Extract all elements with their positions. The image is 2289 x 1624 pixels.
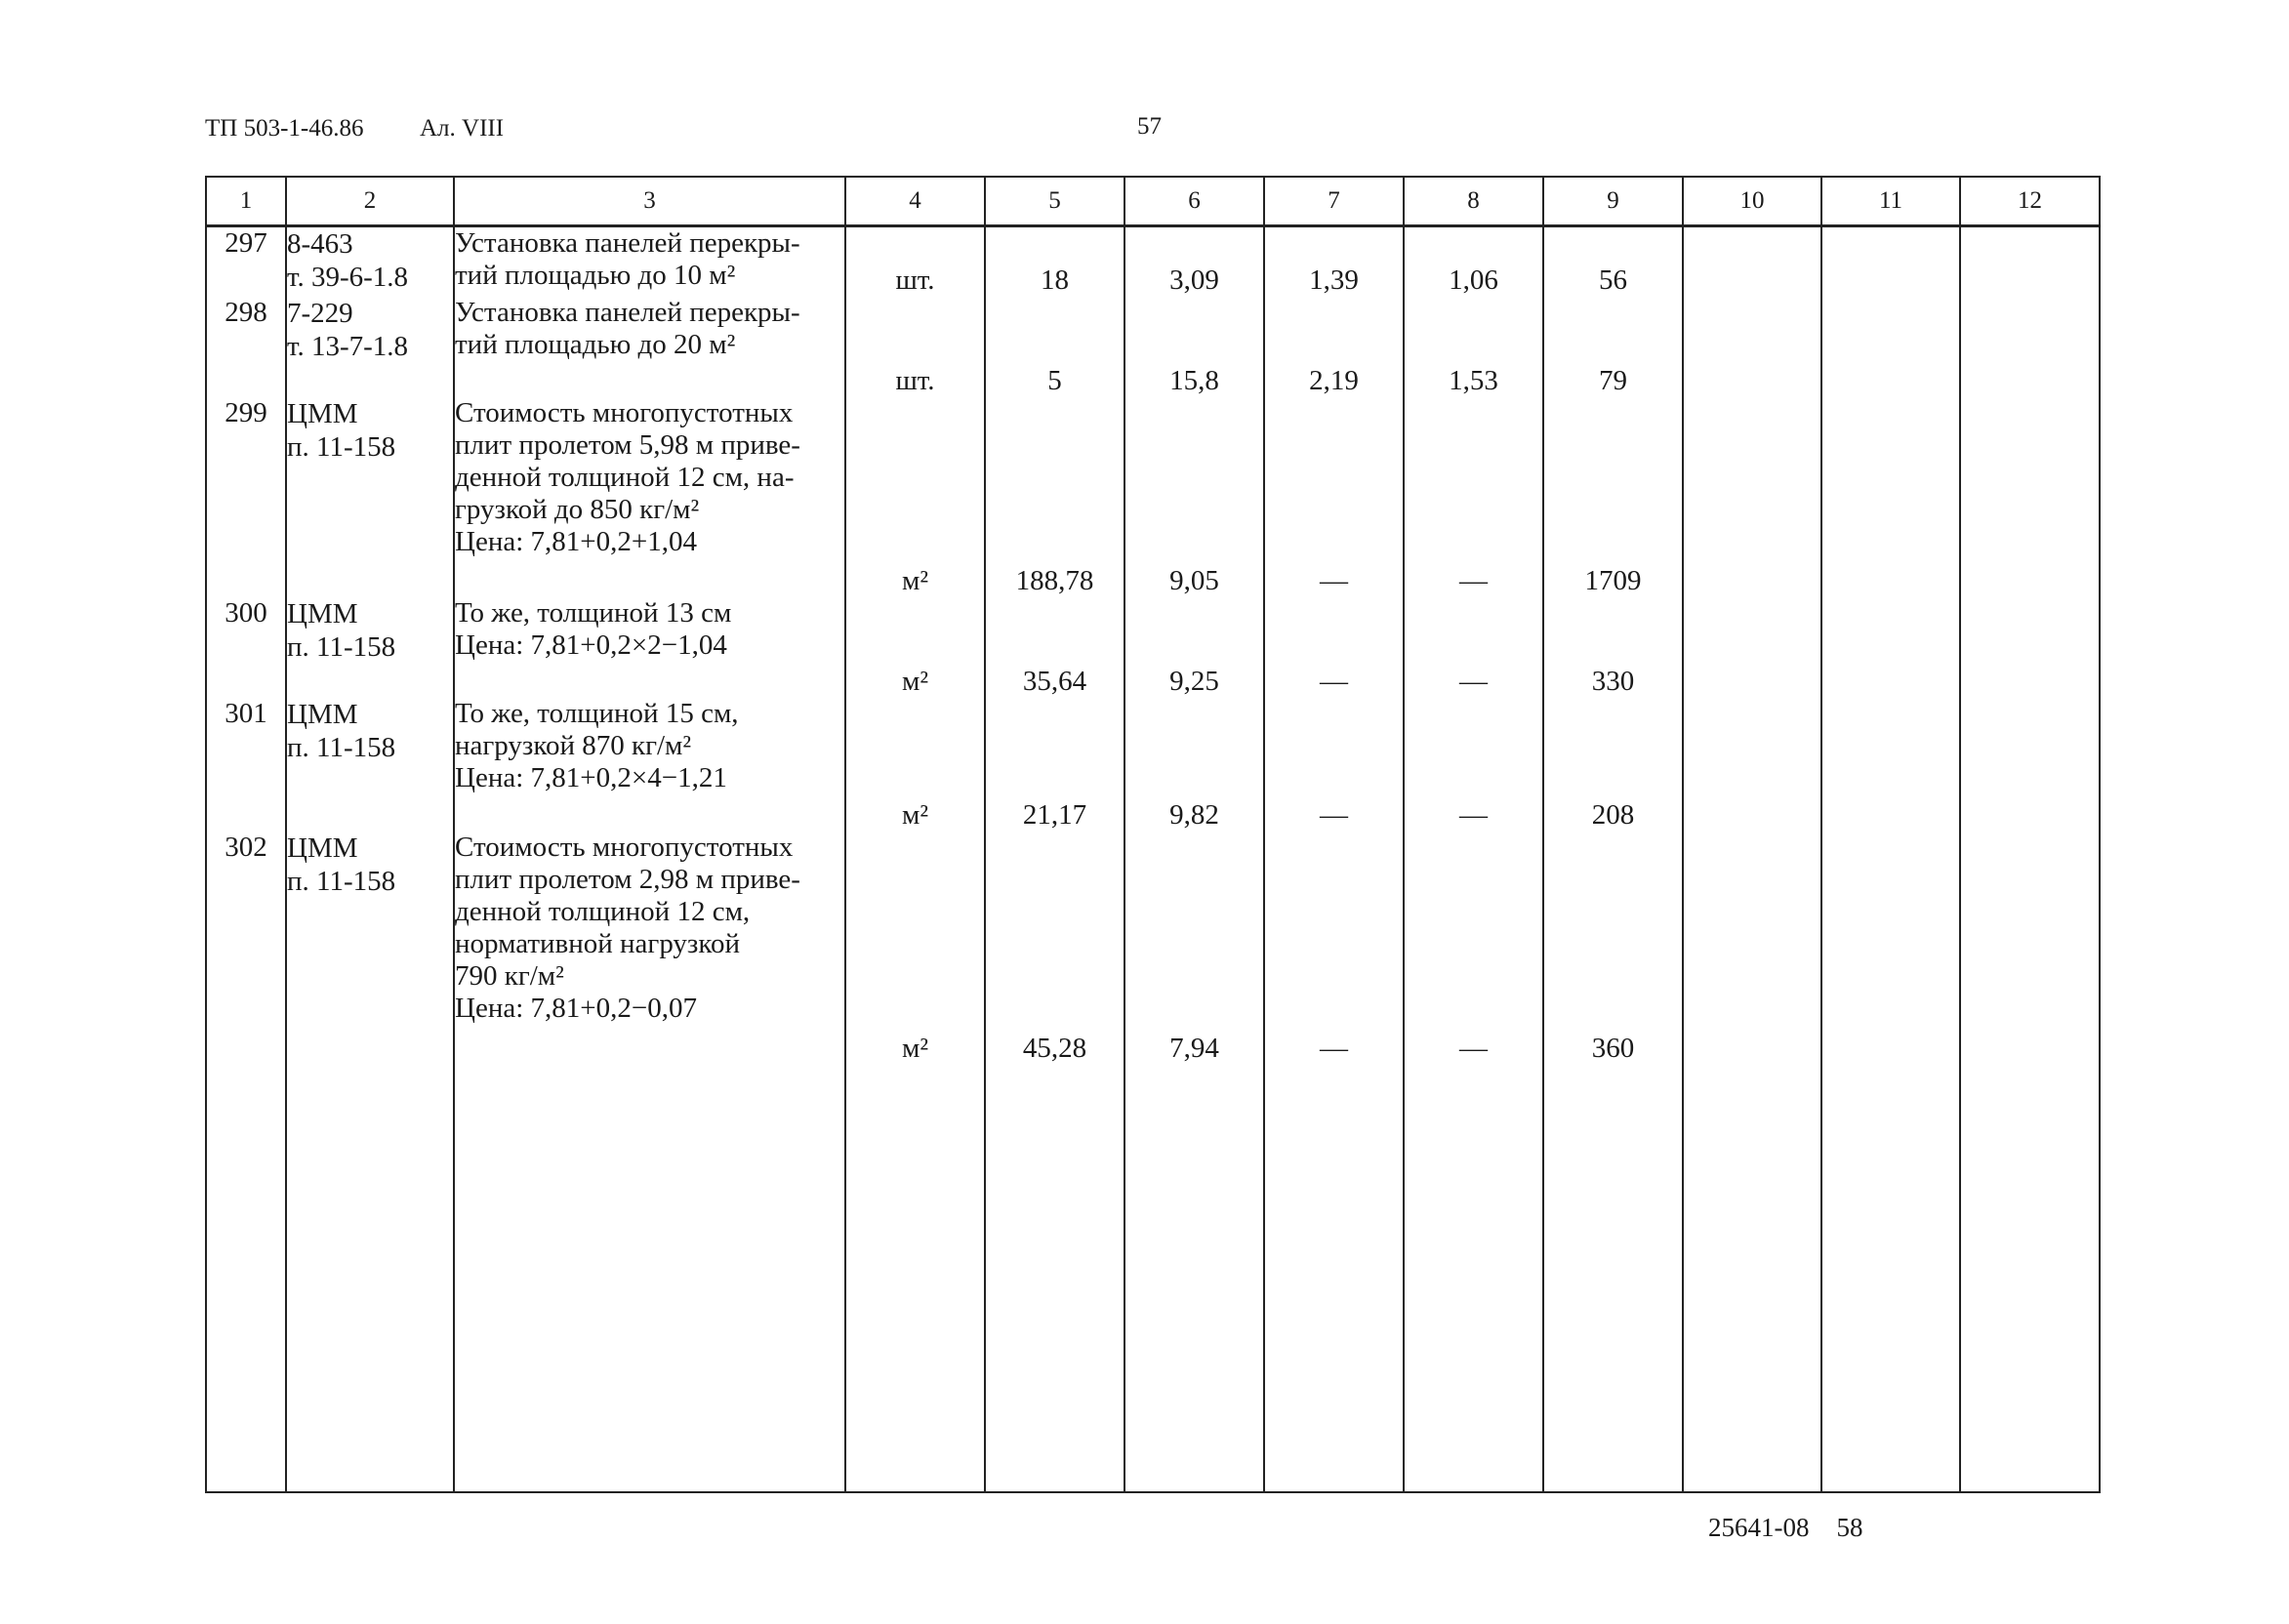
cell-c9: 1709 <box>1543 397 1683 597</box>
empty-cell <box>1821 1065 1960 1492</box>
description-line: 790 кг/м² <box>455 960 564 992</box>
footer <box>1708 1513 1891 1543</box>
cell-c7: — <box>1264 698 1404 832</box>
empty-cell <box>1960 1065 2100 1492</box>
cell-c9: 330 <box>1543 597 1683 698</box>
cell-c6: 3,09 <box>1124 226 1264 298</box>
reference-code-line: ЦММ <box>287 598 358 629</box>
description-line: денной толщиной 12 см, <box>455 896 751 927</box>
empty-cell <box>845 1065 985 1492</box>
description-line: плит пролетом 2,98 м приве- <box>455 864 800 895</box>
cell-c9: 208 <box>1543 698 1683 832</box>
cell-c9: 360 <box>1543 832 1683 1065</box>
empty-cell <box>1960 397 2100 597</box>
description-line: нормативной нагрузкой <box>455 928 741 959</box>
column-header: 10 <box>1683 177 1821 226</box>
empty-cell <box>1683 832 1821 1065</box>
estimate-table <box>205 176 2101 1493</box>
reference-code-line: п. 11-158 <box>287 732 396 763</box>
reference-code <box>286 597 454 698</box>
document-code: ТП 503-1-46.86 <box>205 115 364 142</box>
description-line: Стоимость многопустотных <box>455 397 794 428</box>
empty-cell <box>1821 297 1960 397</box>
cell-c7: — <box>1264 597 1404 698</box>
column-header: 8 <box>1404 177 1543 226</box>
cell-unit: м² <box>845 597 985 698</box>
empty-cell <box>1404 1065 1543 1492</box>
cell-c6: 9,82 <box>1124 698 1264 832</box>
empty-cell <box>1960 698 2100 832</box>
description-line: нагрузкой 870 кг/м² <box>455 730 692 761</box>
cell-c5: 18 <box>985 226 1124 298</box>
empty-cell <box>1821 226 1960 298</box>
cell-c8: 1,06 <box>1404 226 1543 298</box>
empty-cell <box>1821 397 1960 597</box>
empty-cell <box>1683 1065 1821 1492</box>
description-line: тий площадью до 10 м² <box>455 260 736 291</box>
column-header: 9 <box>1543 177 1683 226</box>
column-header: 11 <box>1821 177 1960 226</box>
empty-cell <box>1960 832 2100 1065</box>
empty-cell <box>1960 297 2100 397</box>
cell-c8: — <box>1404 698 1543 832</box>
empty-cell <box>1683 397 1821 597</box>
column-header: 6 <box>1124 177 1264 226</box>
cell-c7: — <box>1264 832 1404 1065</box>
reference-code <box>286 297 454 397</box>
cell-c9: 79 <box>1543 297 1683 397</box>
footer-sheet-number: 58 <box>1836 1513 1863 1542</box>
empty-cell <box>1821 832 1960 1065</box>
cell-c9: 56 <box>1543 226 1683 298</box>
cell-c8: — <box>1404 397 1543 597</box>
reference-code-line: ЦММ <box>287 832 358 864</box>
empty-cell <box>1683 297 1821 397</box>
reference-code-line: п. 11-158 <box>287 866 396 897</box>
footer-doc-number: 25641-08 <box>1708 1513 1810 1542</box>
cell-unit: шт. <box>845 226 985 298</box>
row-number: 301 <box>206 698 286 832</box>
column-header: 1 <box>206 177 286 226</box>
table-row <box>206 397 2100 597</box>
empty-cell <box>1821 698 1960 832</box>
empty-cell <box>1960 226 2100 298</box>
album-label: Ал. VIII <box>420 115 505 142</box>
description-line: Установка панелей перекры- <box>455 297 800 328</box>
work-description <box>454 698 845 832</box>
cell-unit: м² <box>845 397 985 597</box>
empty-cell <box>1821 597 1960 698</box>
empty-cell <box>1960 597 2100 698</box>
work-description <box>454 597 845 698</box>
reference-code-line: ЦММ <box>287 699 358 730</box>
description-line: денной толщиной 12 см, на- <box>455 462 795 493</box>
cell-c7: 1,39 <box>1264 226 1404 298</box>
cell-c5: 21,17 <box>985 698 1124 832</box>
reference-code-line: т. 13-7-1.8 <box>287 331 409 362</box>
reference-code-line: п. 11-158 <box>287 431 396 463</box>
empty-cell <box>1683 226 1821 298</box>
cell-c6: 9,25 <box>1124 597 1264 698</box>
reference-code <box>286 832 454 1065</box>
cell-c5: 45,28 <box>985 832 1124 1065</box>
table-row <box>206 698 2100 832</box>
cell-c6: 15,8 <box>1124 297 1264 397</box>
column-header: 3 <box>454 177 845 226</box>
row-number: 297 <box>206 226 286 298</box>
column-header: 12 <box>1960 177 2100 226</box>
reference-code-line: 7-229 <box>287 298 353 329</box>
description-line: Цена: 7,81+0,2−0,07 <box>455 993 697 1024</box>
cell-unit: м² <box>845 832 985 1065</box>
cell-c8: — <box>1404 832 1543 1065</box>
filler-row <box>206 1065 2100 1492</box>
empty-cell <box>454 1065 845 1492</box>
cell-unit: м² <box>845 698 985 832</box>
description-line: Установка панелей перекры- <box>455 227 800 259</box>
cell-c8: — <box>1404 597 1543 698</box>
empty-cell <box>206 1065 286 1492</box>
empty-cell <box>1543 1065 1683 1492</box>
description-line: Стоимость многопустотных <box>455 832 794 863</box>
table-row <box>206 297 2100 397</box>
empty-cell <box>286 1065 454 1492</box>
description-line: плит пролетом 5,98 м приве- <box>455 429 800 461</box>
empty-cell <box>1264 1065 1404 1492</box>
empty-cell <box>1683 698 1821 832</box>
reference-code-line: 8-463 <box>287 228 353 260</box>
row-number: 300 <box>206 597 286 698</box>
cell-c6: 7,94 <box>1124 832 1264 1065</box>
work-description <box>454 832 845 1065</box>
table-row <box>206 832 2100 1065</box>
empty-cell <box>1683 597 1821 698</box>
cell-c5: 35,64 <box>985 597 1124 698</box>
description-line: То же, толщиной 13 см <box>455 597 732 629</box>
cell-c6: 9,05 <box>1124 397 1264 597</box>
column-header: 5 <box>985 177 1124 226</box>
description-line: Цена: 7,81+0,2+1,04 <box>455 526 697 557</box>
description-line: Цена: 7,81+0,2×2−1,04 <box>455 629 727 661</box>
cell-c7: 2,19 <box>1264 297 1404 397</box>
empty-cell <box>1124 1065 1264 1492</box>
description-line: Цена: 7,81+0,2×4−1,21 <box>455 762 727 793</box>
reference-code <box>286 397 454 597</box>
row-number: 302 <box>206 832 286 1065</box>
cell-c5: 5 <box>985 297 1124 397</box>
description-line: грузкой до 850 кг/м² <box>455 494 700 525</box>
reference-code-line: т. 39-6-1.8 <box>287 262 409 293</box>
column-header: 2 <box>286 177 454 226</box>
work-description <box>454 397 845 597</box>
description-line: То же, толщиной 15 см, <box>455 698 739 729</box>
reference-code-line: п. 11-158 <box>287 631 396 663</box>
reference-code <box>286 226 454 298</box>
column-header: 7 <box>1264 177 1404 226</box>
reference-code-line: ЦММ <box>287 398 358 429</box>
cell-c8: 1,53 <box>1404 297 1543 397</box>
column-header: 4 <box>845 177 985 226</box>
work-description <box>454 297 845 397</box>
column-number-row <box>206 177 2100 226</box>
cell-unit: шт. <box>845 297 985 397</box>
table-row <box>206 597 2100 698</box>
reference-code <box>286 698 454 832</box>
description-line: тий площадью до 20 м² <box>455 329 736 360</box>
row-number: 298 <box>206 297 286 397</box>
row-number: 299 <box>206 397 286 597</box>
cell-c7: — <box>1264 397 1404 597</box>
work-description <box>454 226 845 298</box>
table-row <box>206 226 2100 298</box>
empty-cell <box>985 1065 1124 1492</box>
cell-c5: 188,78 <box>985 397 1124 597</box>
page-number: 57 <box>1137 113 1162 140</box>
